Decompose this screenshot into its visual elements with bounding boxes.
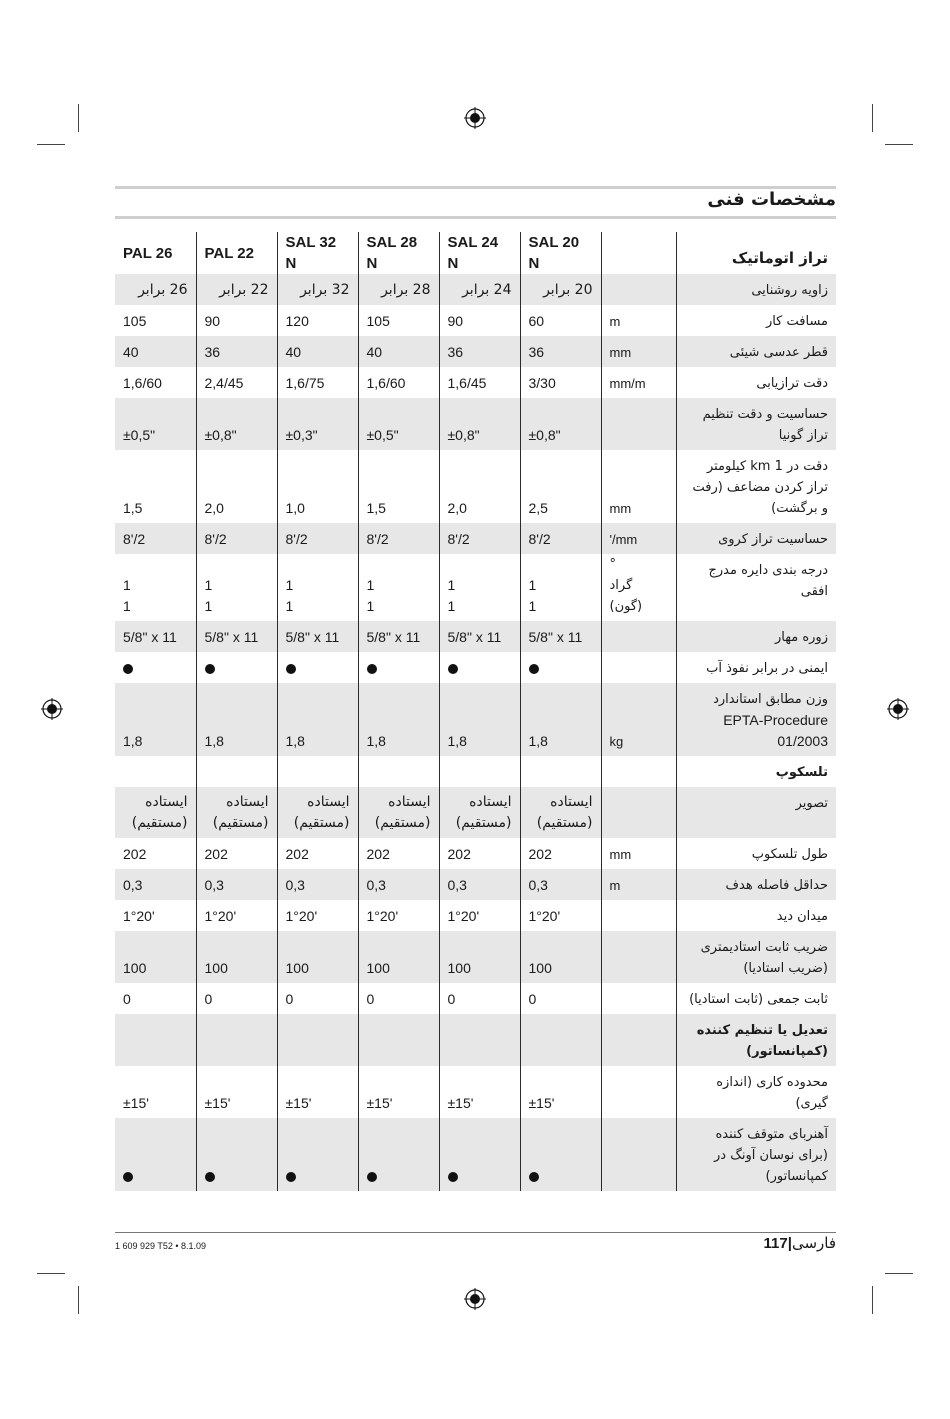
- spec-row: [115, 869, 836, 900]
- spec-value: ±15': [123, 1095, 149, 1111]
- spec-value: 1 1: [196, 554, 277, 621]
- spec-row: [115, 398, 836, 450]
- spec-value: 22 برابر: [196, 274, 277, 305]
- spec-value: 0: [277, 983, 358, 1014]
- spec-value: ±15': [277, 1066, 358, 1118]
- spec-unit: [601, 274, 676, 305]
- spec-value: 5/8" x 11: [277, 621, 358, 652]
- spec-value: 8'/2: [115, 523, 196, 554]
- spec-value: 1°20': [123, 908, 155, 924]
- bullet-icon: [123, 1172, 133, 1182]
- spec-value: 90: [439, 305, 520, 336]
- spec-value: 1,6/45: [439, 367, 520, 398]
- spec-value: [358, 756, 439, 787]
- spec-row: [115, 931, 836, 983]
- spec-value: 36: [439, 336, 520, 367]
- spec-unit: [601, 1118, 676, 1191]
- spec-unit: [601, 652, 676, 683]
- row-label: ثابت جمعی (ثابت استادیا): [676, 983, 836, 1014]
- spec-value: 40: [358, 336, 439, 367]
- spec-value: ±15': [439, 1066, 520, 1118]
- header-row: [115, 232, 836, 274]
- spec-value: 1,8: [358, 683, 439, 756]
- spec-unit: mm: [601, 838, 676, 869]
- model-header: SAL 20 N: [520, 232, 601, 274]
- spec-row: [115, 683, 836, 756]
- row-label: تصویر: [676, 787, 836, 838]
- spec-value: [115, 652, 196, 683]
- crop-mark: [872, 1286, 873, 1314]
- spec-value: 202: [358, 838, 439, 869]
- spec-row: [115, 367, 836, 398]
- spec-row: [115, 274, 836, 305]
- spec-value: 24 برابر: [439, 274, 520, 305]
- row-label: تلسکوپ: [676, 756, 836, 787]
- spec-table: [115, 232, 836, 1191]
- spec-value: ایستاده (مستقیم): [196, 787, 277, 838]
- spec-value: ±0,3": [277, 398, 358, 450]
- spec-unit: mm: [601, 450, 676, 523]
- spec-value: 5/8" x 11: [115, 621, 196, 652]
- bullet-icon: [448, 1172, 458, 1182]
- row-label: دقت ترازیابی: [676, 367, 836, 398]
- row-label: طول تلسکوپ: [676, 838, 836, 869]
- spec-value: 1,8: [277, 683, 358, 756]
- bullet-icon: [205, 1172, 215, 1182]
- spec-value: [439, 1014, 520, 1066]
- row-label: تعدیل یا تنظیم کننده (کمپانساتور): [676, 1014, 836, 1066]
- spec-value: 3/30: [520, 367, 601, 398]
- spec-value: ±15': [520, 1066, 601, 1118]
- spec-value: 0,3: [439, 869, 520, 900]
- spec-value: ±0,8": [520, 398, 601, 450]
- spec-value: [196, 1014, 277, 1066]
- spec-value: 0,3: [277, 869, 358, 900]
- spec-value: 100: [115, 931, 196, 983]
- spec-value: 1,6/60: [123, 375, 162, 391]
- spec-value: [520, 1118, 601, 1191]
- spec-value: 1,0: [277, 450, 358, 523]
- spec-unit: kg: [601, 683, 676, 756]
- spec-value: 26 برابر: [115, 274, 196, 305]
- spec-unit: [601, 983, 676, 1014]
- spec-row: [115, 838, 836, 869]
- spec-value: 1 1: [123, 577, 131, 614]
- spec-value: 28 برابر: [358, 274, 439, 305]
- spec-value: 0: [520, 983, 601, 1014]
- spec-value: ایستاده (مستقیم): [520, 787, 601, 838]
- row-label: ایمنی در برابر نفوذ آب: [676, 652, 836, 683]
- spec-value: 60: [520, 305, 601, 336]
- spec-unit: mm: [601, 336, 676, 367]
- crop-mark: [885, 1273, 913, 1274]
- spec-value: 105: [358, 305, 439, 336]
- spec-row: [115, 983, 836, 1014]
- spec-value: [277, 1014, 358, 1066]
- row-label: دقت در 1 km کیلومتر تراز کردن مضاعف (رفت و برگشت): [676, 450, 836, 523]
- spec-row: [115, 900, 836, 931]
- spec-value: ایستاده (مستقیم): [277, 787, 358, 838]
- registration-mark-icon: [464, 1288, 486, 1310]
- row-label: زوره مهار: [676, 621, 836, 652]
- spec-unit: [601, 900, 676, 931]
- spec-unit: '/mm: [601, 523, 676, 554]
- spec-value: [358, 652, 439, 683]
- spec-value: 105: [123, 313, 147, 329]
- spec-value: 1,5: [123, 500, 143, 516]
- title-rule-bottom: [115, 216, 836, 219]
- spec-value: 40: [115, 336, 196, 367]
- spec-value: 0: [439, 983, 520, 1014]
- spec-value: 1,8: [115, 683, 196, 756]
- spec-value: 202: [123, 846, 147, 862]
- model-header: PAL 22: [196, 232, 277, 274]
- spec-value: 8'/2: [439, 523, 520, 554]
- row-label: ضریب ثابت استادیمتری (ضریب استادیا): [676, 931, 836, 983]
- row-label: تراز اتوماتیک: [676, 232, 836, 274]
- spec-value: 1,5: [358, 450, 439, 523]
- spec-value: 2,0: [196, 450, 277, 523]
- spec-unit: [601, 1066, 676, 1118]
- section-title: مشخصات فنی: [707, 189, 836, 210]
- spec-row: [115, 1014, 836, 1066]
- spec-value: [115, 756, 196, 787]
- spec-value: [277, 1118, 358, 1191]
- row-label: زاویه روشنایی: [676, 274, 836, 305]
- spec-value: ±15': [358, 1066, 439, 1118]
- row-label: مسافت کار: [676, 305, 836, 336]
- crop-mark: [37, 1273, 65, 1274]
- spec-value: [439, 756, 520, 787]
- spec-row: [115, 756, 836, 787]
- spec-row: [115, 554, 836, 621]
- bullet-icon: [529, 664, 539, 674]
- row-label: قطر عدسی شیئی: [676, 336, 836, 367]
- spec-value: 100: [277, 931, 358, 983]
- page-number: 117: [763, 1235, 788, 1252]
- spec-unit: [601, 787, 676, 838]
- row-label: حساسیت تراز کروی: [676, 523, 836, 554]
- spec-value: 0,3: [196, 869, 277, 900]
- spec-unit: [601, 756, 676, 787]
- bullet-icon: [529, 1172, 539, 1182]
- spec-value: [115, 1014, 196, 1066]
- spec-value: 0: [123, 991, 131, 1007]
- spec-unit: m: [601, 869, 676, 900]
- spec-value: 202: [277, 838, 358, 869]
- spec-value: [358, 1014, 439, 1066]
- spec-value: ±0,8": [439, 398, 520, 450]
- spec-value: ایستاده (مستقیم): [358, 787, 439, 838]
- spec-row: [115, 450, 836, 523]
- spec-unit: [601, 931, 676, 983]
- crop-mark: [872, 104, 873, 132]
- spec-value: 1°20': [277, 900, 358, 931]
- spec-value: ±15': [196, 1066, 277, 1118]
- spec-value: ±0,8": [196, 398, 277, 450]
- spec-row: [115, 787, 836, 838]
- spec-value: 2,5: [520, 450, 601, 523]
- spec-unit: [601, 1014, 676, 1066]
- spec-row: [115, 652, 836, 683]
- spec-value: 2,0: [439, 450, 520, 523]
- model-header: SAL 32 N: [277, 232, 358, 274]
- spec-value: 120: [277, 305, 358, 336]
- row-label: حساسیت و دقت تنظیم تراز گونیا: [676, 398, 836, 450]
- crop-mark: [885, 144, 913, 145]
- spec-value: 2,4/45: [196, 367, 277, 398]
- spec-value: 202: [520, 838, 601, 869]
- spec-value: 8'/2: [277, 523, 358, 554]
- bullet-icon: [286, 664, 296, 674]
- row-label: درجه بندی دایره مدرج افقی: [676, 554, 836, 621]
- row-label: آهنربای متوقف کننده (برای نوسان آونگ در کمپانساتور): [676, 1118, 836, 1191]
- spec-value: 0,3: [358, 869, 439, 900]
- spec-value: 1°20': [520, 900, 601, 931]
- spec-value: 8'/2: [520, 523, 601, 554]
- spec-value: 36: [520, 336, 601, 367]
- model-header: SAL 28 N: [358, 232, 439, 274]
- spec-value: [520, 652, 601, 683]
- spec-value: 1,6/60: [358, 367, 439, 398]
- spec-value: 1,8: [520, 683, 601, 756]
- spec-unit: [601, 621, 676, 652]
- registration-mark-icon: [887, 698, 909, 720]
- model-header: PAL 26: [123, 244, 173, 262]
- spec-value: 100: [439, 931, 520, 983]
- doc-code: 1 609 929 T52 • 8.1.09: [115, 1241, 207, 1251]
- spec-value: [439, 1118, 520, 1191]
- spec-unit: ° گراد (گون): [601, 554, 676, 621]
- spec-value: 0: [358, 983, 439, 1014]
- spec-value: 32 برابر: [277, 274, 358, 305]
- spec-value: 1,8: [439, 683, 520, 756]
- row-label: وزن مطابق استاندارد EPTA-Procedure 01/2003: [676, 683, 836, 756]
- spec-row: [115, 305, 836, 336]
- spec-row: [115, 1066, 836, 1118]
- spec-unit: [601, 398, 676, 450]
- spec-value: ایستاده (مستقیم): [115, 787, 196, 838]
- spec-value: ±0,5": [358, 398, 439, 450]
- spec-value: 1°20': [358, 900, 439, 931]
- spec-row: [115, 523, 836, 554]
- spec-value: 40: [277, 336, 358, 367]
- spec-value: 90: [196, 305, 277, 336]
- page-footer: فارسی|117: [763, 1234, 836, 1252]
- spec-value: [277, 652, 358, 683]
- unit-header: [601, 232, 676, 274]
- spec-row: [115, 621, 836, 652]
- spec-value: 1°20': [196, 900, 277, 931]
- spec-value: 8'/2: [358, 523, 439, 554]
- spec-value: 100: [520, 931, 601, 983]
- spec-value: 20 برابر: [520, 274, 601, 305]
- crop-mark: [78, 1286, 79, 1314]
- spec-value: 1,8: [196, 683, 277, 756]
- spec-value: 8'/2: [196, 523, 277, 554]
- registration-mark-icon: [464, 107, 486, 129]
- spec-value: [520, 756, 601, 787]
- crop-mark: [78, 104, 79, 132]
- bullet-icon: [367, 1172, 377, 1182]
- row-label: میدان دید: [676, 900, 836, 931]
- spec-value: [196, 652, 277, 683]
- spec-value: [115, 1118, 196, 1191]
- row-label: حداقل فاصله هدف: [676, 869, 836, 900]
- spec-row: [115, 336, 836, 367]
- spec-value: [520, 1014, 601, 1066]
- spec-value: 0: [196, 983, 277, 1014]
- model-header: SAL 24 N: [439, 232, 520, 274]
- spec-value: 0,3: [520, 869, 601, 900]
- spec-value: 1 1: [277, 554, 358, 621]
- spec-value: 5/8" x 11: [520, 621, 601, 652]
- spec-value: 1 1: [520, 554, 601, 621]
- spec-value: [277, 756, 358, 787]
- spec-value: 202: [439, 838, 520, 869]
- spec-value: ±0,5": [115, 398, 196, 450]
- spec-value: 1 1: [358, 554, 439, 621]
- bullet-icon: [448, 664, 458, 674]
- crop-mark: [37, 144, 65, 145]
- footer-rule: [115, 1232, 836, 1233]
- spec-value: [358, 1118, 439, 1191]
- row-label: محدوده کاری (اندازه گیری): [676, 1066, 836, 1118]
- bullet-icon: [367, 664, 377, 674]
- spec-unit: mm/m: [601, 367, 676, 398]
- spec-value: 100: [196, 931, 277, 983]
- spec-value: 100: [358, 931, 439, 983]
- bullet-icon: [123, 664, 133, 674]
- bullet-icon: [205, 664, 215, 674]
- spec-value: 5/8" x 11: [358, 621, 439, 652]
- spec-value: 5/8" x 11: [439, 621, 520, 652]
- spec-value: 202: [196, 838, 277, 869]
- spec-value: [196, 1118, 277, 1191]
- registration-mark-icon: [41, 698, 63, 720]
- spec-value: ایستاده (مستقیم): [439, 787, 520, 838]
- spec-unit: m: [601, 305, 676, 336]
- spec-value: 1 1: [439, 554, 520, 621]
- spec-value: 1°20': [439, 900, 520, 931]
- spec-value: 5/8" x 11: [196, 621, 277, 652]
- spec-value: 1,6/75: [277, 367, 358, 398]
- spec-value: [439, 652, 520, 683]
- language-label: فارسی: [791, 1234, 836, 1252]
- spec-value: [196, 756, 277, 787]
- spec-value: 36: [196, 336, 277, 367]
- spec-value: 0,3: [115, 869, 196, 900]
- bullet-icon: [286, 1172, 296, 1182]
- spec-row: [115, 1118, 836, 1191]
